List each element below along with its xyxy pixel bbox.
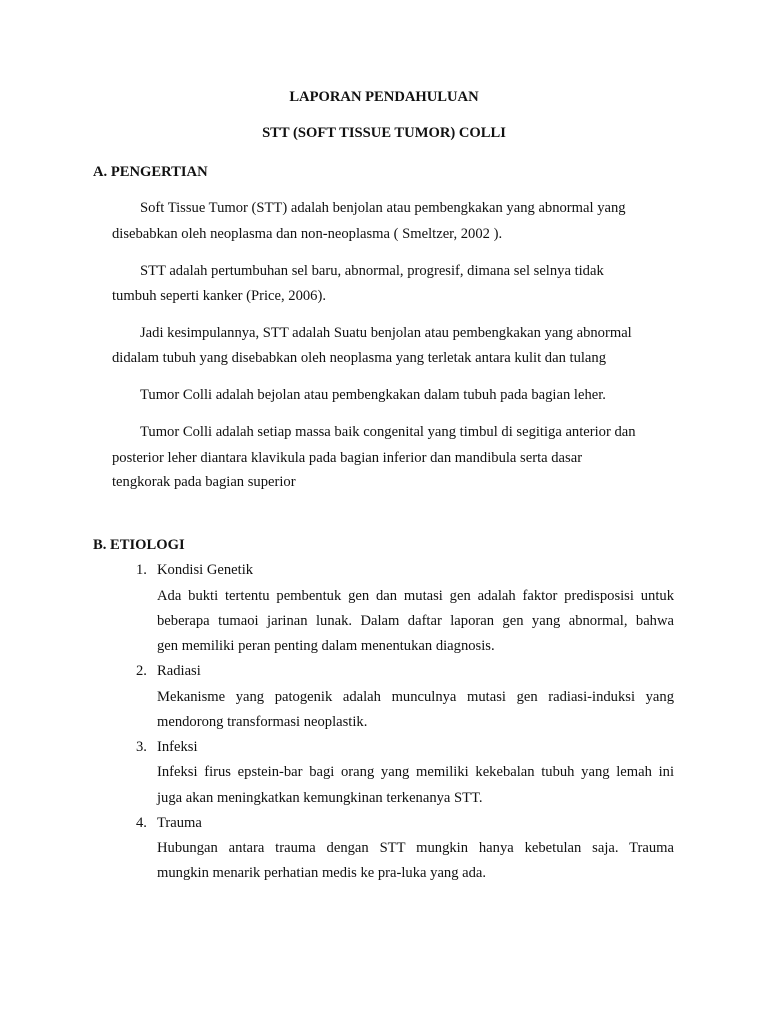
paragraph-line: didalam tubuh yang disebabkan oleh neoplasma yang terletak antara kulit dan tulang (112, 350, 607, 366)
document-title: LAPORAN PENDAHULUAN (289, 89, 479, 105)
list-item-line: beberapa tumaoi jarinan lunak. Dalam daftar laporan gen yang abnormal, bahwa (157, 613, 674, 629)
list-item-line: Mekanisme yang patogenik adalah munculnya mutasi gen radiasi-induksi yang (157, 689, 674, 705)
list-item-line: mendorong transformasi neoplastik. (157, 714, 368, 730)
list-item-title: Kondisi Genetik (157, 562, 254, 578)
section-b-heading: B. ETIOLOGI (93, 537, 185, 553)
paragraph-line: tumbuh seperti kanker (Price, 2006). (112, 288, 326, 304)
list-item-title: Trauma (157, 815, 202, 831)
list-item-line: Hubungan antara trauma dengan STT mungkin hanya kebetulan saja. Trauma (157, 840, 674, 856)
list-item-line: Ada bukti tertentu pembentuk gen dan mutasi gen adalah faktor predisposisi untuk (157, 588, 674, 604)
section-a-heading: A. PENGERTIAN (93, 164, 208, 180)
paragraph-line: Tumor Colli adalah bejolan atau pembengkakan dalam tubuh pada bagian leher. (140, 387, 606, 403)
list-item-line: juga akan meningkatkan kemungkinan terkenanya STT. (157, 790, 483, 806)
paragraph-line: tengkorak pada bagian superior (112, 474, 296, 490)
list-item-number: 2. (136, 663, 147, 679)
paragraph-line: disebabkan oleh neoplasma dan non-neoplasma ( Smeltzer, 2002 ). (112, 226, 503, 242)
document-subtitle: STT (SOFT TISSUE TUMOR) COLLI (262, 125, 506, 141)
list-item-title: Infeksi (157, 739, 198, 755)
paragraph-line: Jadi kesimpulannya, STT adalah Suatu benjolan atau pembengkakan yang abnormal (140, 325, 632, 341)
list-item-number: 4. (136, 815, 147, 831)
paragraph-line: Soft Tissue Tumor (STT) adalah benjolan atau pembengkakan yang abnormal yang (140, 200, 626, 216)
paragraph-line: Tumor Colli adalah setiap massa baik congenital yang timbul di segitiga anterior dan (140, 424, 636, 440)
list-item-line: mungkin menarik perhatian medis ke pra-luka yang ada. (157, 865, 487, 881)
list-item-title: Radiasi (157, 663, 201, 679)
paragraph-line: STT adalah pertumbuhan sel baru, abnormal, progresif, dimana sel selnya tidak (140, 263, 604, 279)
list-item-number: 1. (136, 562, 147, 578)
list-item-line: Infeksi firus epstein-bar bagi orang yang memiliki kekebalan tubuh yang lemah ini (157, 764, 674, 780)
list-item-number: 3. (136, 739, 147, 755)
paragraph-line: posterior leher diantara klavikula pada bagian inferior dan mandibula serta dasar (112, 450, 583, 466)
list-item-line: gen memiliki peran penting dalam menentukan diagnosis. (157, 638, 495, 654)
